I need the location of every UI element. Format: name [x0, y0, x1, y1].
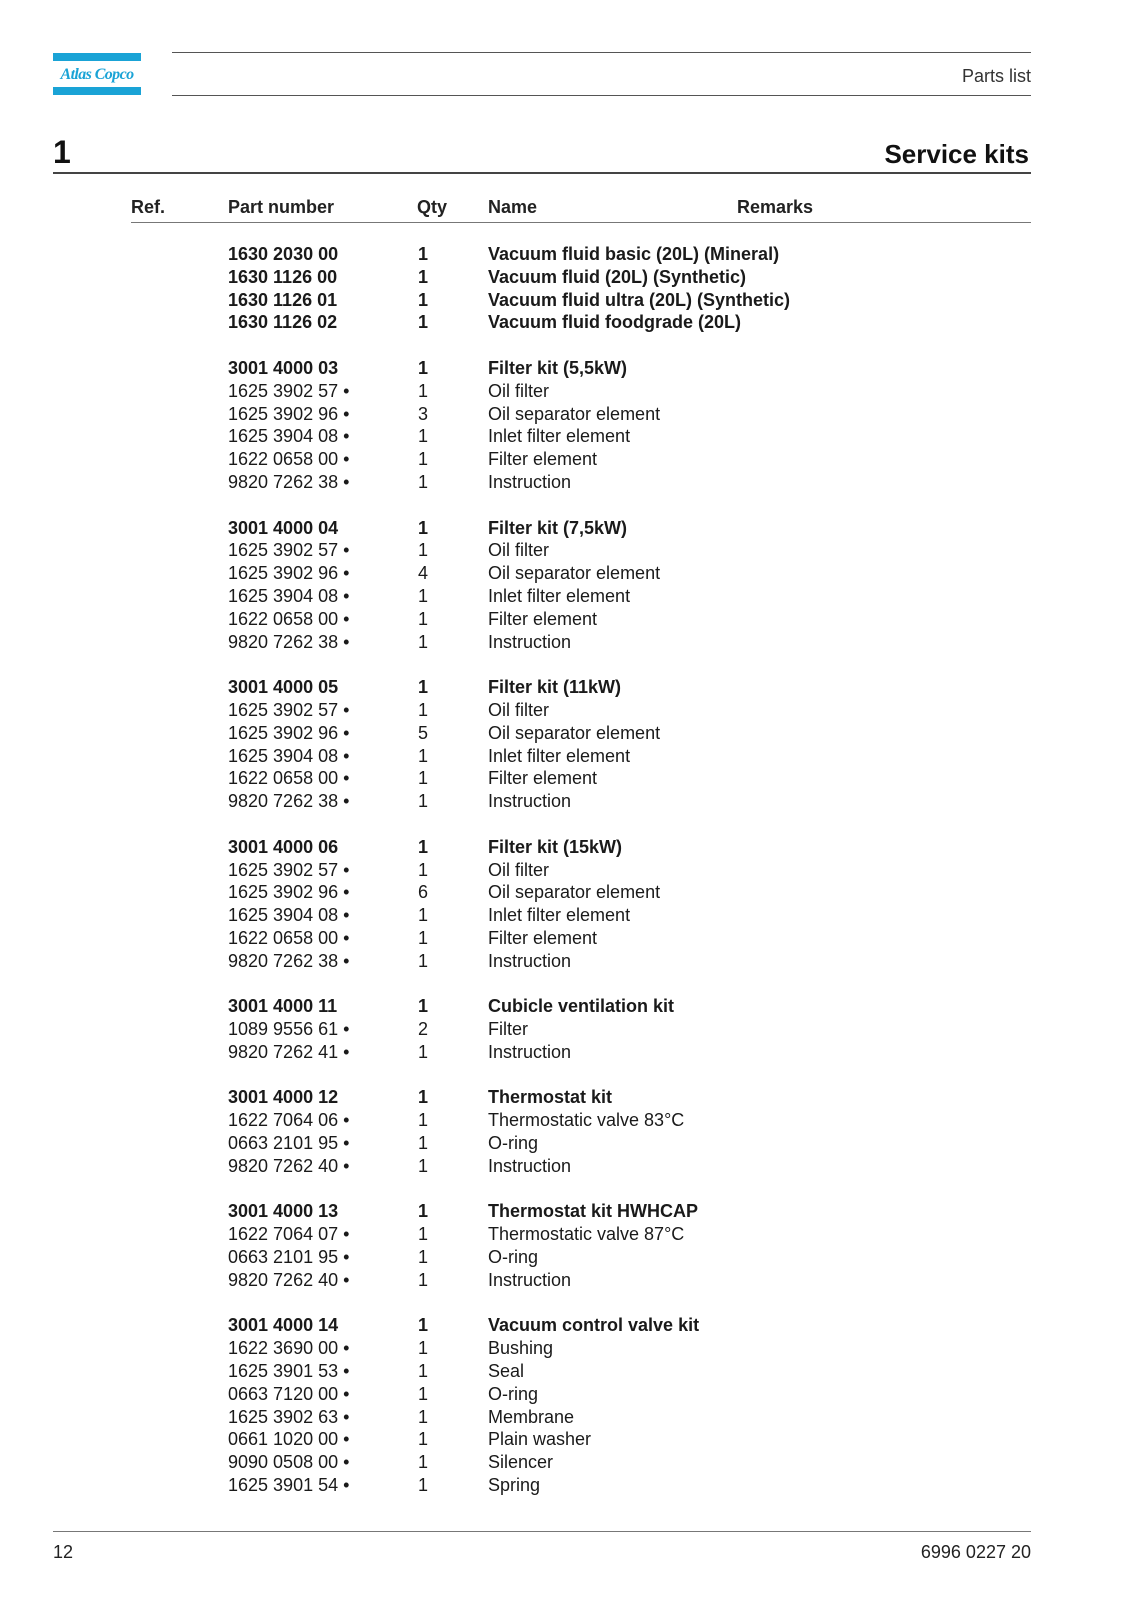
table-row	[0, 927, 1130, 950]
name-cell: Oil filter	[488, 859, 550, 880]
name-cell: Thermostat kit	[488, 1087, 613, 1108]
name-cell: Instruction	[488, 1269, 572, 1290]
part-number-cell: 3001 4000 05	[228, 677, 339, 698]
table-row	[0, 585, 1130, 608]
part-number-cell: 0663 7120 00 •	[228, 1383, 350, 1404]
table-row	[0, 1383, 1130, 1406]
header-rule-bottom	[172, 95, 1031, 96]
part-number-cell: 3001 4000 12	[228, 1087, 339, 1108]
logo-top-bar	[53, 53, 141, 61]
table-row	[0, 722, 1130, 745]
name-cell: Seal	[488, 1361, 525, 1382]
part-number-cell: 0663 2101 95 •	[228, 1133, 350, 1154]
part-number-cell: 1622 0658 00 •	[228, 608, 350, 629]
part-number-cell: 1625 3902 96 •	[228, 563, 350, 584]
part-number-cell: 1625 3904 08 •	[228, 745, 350, 766]
name-cell: O-ring	[488, 1247, 539, 1268]
part-number-cell: 1625 3902 96 •	[228, 403, 350, 424]
name-cell: Filter kit (5,5kW)	[488, 357, 628, 378]
name-cell: Oil separator element	[488, 882, 661, 903]
name-cell: O-ring	[488, 1133, 539, 1154]
parts-group	[0, 676, 1130, 813]
qty-cell: 6	[418, 882, 429, 903]
part-number-cell: 1622 0658 00 •	[228, 927, 350, 948]
name-cell: Bushing	[488, 1338, 554, 1359]
column-header-name: Name	[488, 197, 538, 217]
column-header-part-number: Part number	[228, 197, 335, 217]
column-header-remarks: Remarks	[737, 197, 814, 217]
table-row	[0, 631, 1130, 654]
document-number: 6996 0227 20	[920, 1542, 1031, 1562]
table-row	[0, 1223, 1130, 1246]
qty-cell: 1	[418, 471, 429, 492]
qty-cell: 1	[418, 927, 429, 948]
name-cell: Silencer	[488, 1452, 554, 1473]
table-row	[0, 1155, 1130, 1178]
table-row	[0, 1246, 1130, 1269]
kit-header-row	[0, 836, 1130, 859]
page-number: 12	[53, 1542, 74, 1562]
table-row	[0, 1451, 1130, 1474]
qty-cell: 1	[418, 905, 429, 926]
qty-cell: 1	[418, 312, 429, 333]
qty-cell: 1	[418, 1110, 429, 1131]
qty-cell: 1	[418, 791, 429, 812]
name-cell: Filter	[488, 1019, 528, 1040]
name-cell: Vacuum fluid basic (20L) (Mineral)	[488, 244, 780, 264]
parts-group	[0, 517, 1130, 654]
column-header-qty: Qty	[417, 197, 448, 217]
part-number-cell: 3001 4000 04	[228, 517, 339, 538]
parts-group	[0, 836, 1130, 973]
qty-cell: 1	[418, 244, 429, 264]
name-cell: Filter kit (11kW)	[488, 677, 622, 698]
table-row	[0, 448, 1130, 471]
table-row	[0, 1041, 1130, 1064]
qty-cell: 1	[418, 449, 429, 470]
part-number-cell: 9820 7262 38 •	[228, 631, 350, 652]
parts-group	[0, 1314, 1130, 1496]
name-cell: Filter element	[488, 768, 598, 789]
qty-cell: 1	[418, 1361, 429, 1382]
kit-header-row	[0, 1086, 1130, 1109]
part-number-cell: 1630 1126 02	[228, 312, 338, 333]
column-header-ref: Ref.	[131, 197, 166, 217]
part-number-cell: 1622 3690 00 •	[228, 1338, 350, 1359]
parts-group	[0, 357, 1130, 494]
part-number-cell: 3001 4000 11	[228, 996, 338, 1017]
name-cell: Spring	[488, 1475, 541, 1496]
qty-cell: 1	[418, 699, 429, 720]
name-cell: Inlet filter element	[488, 426, 631, 447]
part-number-cell: 3001 4000 13	[228, 1201, 339, 1222]
table-row	[0, 403, 1130, 426]
qty-cell: 1	[418, 357, 429, 378]
name-cell: Instruction	[488, 631, 572, 652]
table-row	[0, 904, 1130, 927]
column-header-rule	[131, 222, 1031, 223]
table-row	[0, 1406, 1130, 1429]
table-row	[0, 1018, 1130, 1041]
kit-header-row	[0, 266, 1130, 289]
part-number-cell: 1625 3902 57 •	[228, 699, 350, 720]
name-cell: Thermostat kit HWHCAP	[488, 1201, 699, 1222]
name-cell: Filter element	[488, 449, 598, 470]
chapter-title: Service kits	[884, 139, 1029, 169]
part-number-cell: 1625 3902 96 •	[228, 882, 350, 903]
qty-cell: 1	[418, 1201, 429, 1222]
kit-header-row	[0, 995, 1130, 1018]
qty-cell: 1	[418, 585, 429, 606]
qty-cell: 1	[418, 677, 429, 698]
part-number-cell: 1630 2030 00	[228, 244, 339, 264]
part-number-cell: 1622 7064 07 •	[228, 1224, 350, 1245]
chapter-number: 1	[53, 134, 71, 170]
logo-wordmark: Atlas Copco	[60, 66, 134, 83]
part-number-cell: 1625 3902 57 •	[228, 380, 350, 401]
kit-header-row	[0, 1314, 1130, 1337]
qty-cell: 5	[418, 722, 429, 743]
part-number-cell: 1630 1126 01	[228, 289, 338, 310]
parts-group	[0, 243, 1130, 334]
name-cell: Instruction	[488, 1155, 572, 1176]
qty-cell: 1	[418, 266, 429, 287]
qty-cell: 1	[418, 1087, 429, 1108]
name-cell: Filter kit (15kW)	[488, 836, 623, 857]
part-number-cell: 1625 3902 96 •	[228, 722, 350, 743]
name-cell: Filter element	[488, 608, 598, 629]
table-row	[0, 881, 1130, 904]
table-row	[0, 767, 1130, 790]
parts-group	[0, 1086, 1130, 1177]
name-cell: O-ring	[488, 1383, 539, 1404]
qty-cell: 1	[418, 1133, 429, 1154]
qty-cell: 1	[418, 1429, 429, 1450]
kit-header-row	[0, 311, 1130, 334]
part-number-cell: 3001 4000 14	[228, 1315, 339, 1336]
name-cell: Inlet filter element	[488, 585, 631, 606]
part-number-cell: 0663 2101 95 •	[228, 1247, 350, 1268]
table-row	[0, 950, 1130, 973]
name-cell: Thermostatic valve 83°C	[488, 1110, 685, 1131]
document-type-label: Parts list	[961, 66, 1031, 86]
name-cell: Instruction	[488, 471, 572, 492]
part-number-cell: 1625 3901 54 •	[228, 1475, 350, 1496]
name-cell: Vacuum control valve kit	[488, 1315, 700, 1336]
name-cell: Instruction	[488, 950, 572, 971]
part-number-cell: 3001 4000 06	[228, 836, 339, 857]
chapter-rule	[53, 172, 1031, 174]
name-cell: Membrane	[488, 1406, 575, 1427]
qty-cell: 1	[418, 950, 429, 971]
table-row	[0, 1428, 1130, 1451]
name-cell: Instruction	[488, 1041, 572, 1062]
part-number-cell: 9820 7262 38 •	[228, 950, 350, 971]
table-row	[0, 562, 1130, 585]
name-cell: Thermostatic valve 87°C	[488, 1224, 685, 1245]
name-cell: Oil filter	[488, 699, 550, 720]
part-number-cell: 3001 4000 03	[228, 357, 339, 378]
name-cell: Vacuum fluid (20L) (Synthetic)	[488, 266, 747, 287]
qty-cell: 1	[418, 1315, 429, 1336]
part-number-cell: 1625 3902 57 •	[228, 859, 350, 880]
part-number-cell: 1622 0658 00 •	[228, 449, 350, 470]
table-row	[0, 1360, 1130, 1383]
part-number-cell: 9820 7262 41 •	[228, 1041, 350, 1062]
qty-cell: 1	[418, 1224, 429, 1245]
part-number-cell: 1089 9556 61 •	[228, 1019, 350, 1040]
part-number-cell: 1625 3904 08 •	[228, 426, 350, 447]
part-number-cell: 9820 7262 40 •	[228, 1269, 350, 1290]
kit-header-row	[0, 289, 1130, 312]
kit-header-row	[0, 357, 1130, 380]
qty-cell: 1	[418, 1269, 429, 1290]
table-row	[0, 425, 1130, 448]
parts-group	[0, 995, 1130, 1063]
kit-header-row	[0, 243, 1130, 266]
part-number-cell: 9820 7262 40 •	[228, 1155, 350, 1176]
table-row	[0, 1109, 1130, 1132]
name-cell: Vacuum fluid foodgrade (20L)	[488, 312, 742, 333]
kit-header-row	[0, 517, 1130, 540]
qty-cell: 1	[418, 1452, 429, 1473]
qty-cell: 1	[418, 859, 429, 880]
table-row	[0, 859, 1130, 882]
qty-cell: 1	[418, 1155, 429, 1176]
name-cell: Cubicle ventilation kit	[488, 996, 675, 1017]
name-cell: Vacuum fluid ultra (20L) (Synthetic)	[488, 289, 791, 310]
part-number-cell: 1622 0658 00 •	[228, 768, 350, 789]
table-row	[0, 608, 1130, 631]
part-number-cell: 9820 7262 38 •	[228, 791, 350, 812]
name-cell: Instruction	[488, 791, 572, 812]
qty-cell: 1	[418, 1406, 429, 1427]
name-cell: Oil filter	[488, 540, 550, 561]
qty-cell: 1	[418, 426, 429, 447]
name-cell: Filter kit (7,5kW)	[488, 517, 628, 538]
kit-header-row	[0, 1200, 1130, 1223]
part-number-cell: 1625 3902 57 •	[228, 540, 350, 561]
part-number-cell: 1625 3904 08 •	[228, 585, 350, 606]
name-cell: Oil separator element	[488, 722, 661, 743]
name-cell: Oil separator element	[488, 563, 661, 584]
table-row	[0, 380, 1130, 403]
kit-header-row	[0, 676, 1130, 699]
qty-cell: 1	[418, 1041, 429, 1062]
name-cell: Oil filter	[488, 380, 550, 401]
qty-cell: 1	[418, 289, 429, 310]
part-number-cell: 1625 3904 08 •	[228, 905, 350, 926]
table-row	[0, 790, 1130, 813]
parts-table	[0, 243, 1130, 1520]
header-rule-top	[172, 52, 1031, 53]
part-number-cell: 1630 1126 00	[228, 266, 338, 287]
qty-cell: 1	[418, 1338, 429, 1359]
name-cell: Oil separator element	[488, 403, 661, 424]
atlas-copco-logo	[53, 53, 141, 95]
part-number-cell: 0661 1020 00 •	[228, 1429, 350, 1450]
parts-group	[0, 1200, 1130, 1291]
table-row	[0, 1269, 1130, 1292]
qty-cell: 1	[418, 1475, 429, 1496]
qty-cell: 1	[418, 631, 429, 652]
part-number-cell: 9090 0508 00 •	[228, 1452, 350, 1473]
table-row	[0, 471, 1130, 494]
part-number-cell: 1625 3901 53 •	[228, 1361, 350, 1382]
logo-bottom-bar	[53, 87, 141, 95]
table-row	[0, 745, 1130, 768]
qty-cell: 3	[418, 403, 429, 424]
name-cell: Filter element	[488, 927, 598, 948]
qty-cell: 1	[418, 1247, 429, 1268]
name-cell: Inlet filter element	[488, 905, 631, 926]
part-number-cell: 9820 7262 38 •	[228, 471, 350, 492]
table-row	[0, 539, 1130, 562]
qty-cell: 1	[418, 745, 429, 766]
qty-cell: 1	[418, 540, 429, 561]
footer-rule	[53, 1531, 1031, 1532]
qty-cell: 1	[418, 1383, 429, 1404]
table-row	[0, 1132, 1130, 1155]
qty-cell: 1	[418, 996, 429, 1017]
name-cell: Plain washer	[488, 1429, 592, 1450]
part-number-cell: 1625 3902 63 •	[228, 1406, 350, 1427]
qty-cell: 1	[418, 380, 429, 401]
table-row	[0, 699, 1130, 722]
name-cell: Inlet filter element	[488, 745, 631, 766]
qty-cell: 2	[418, 1019, 429, 1040]
table-row	[0, 1337, 1130, 1360]
qty-cell: 1	[418, 768, 429, 789]
part-number-cell: 1622 7064 06 •	[228, 1110, 350, 1131]
qty-cell: 4	[418, 563, 429, 584]
qty-cell: 1	[418, 517, 429, 538]
qty-cell: 1	[418, 608, 429, 629]
qty-cell: 1	[418, 836, 429, 857]
table-row	[0, 1474, 1130, 1497]
